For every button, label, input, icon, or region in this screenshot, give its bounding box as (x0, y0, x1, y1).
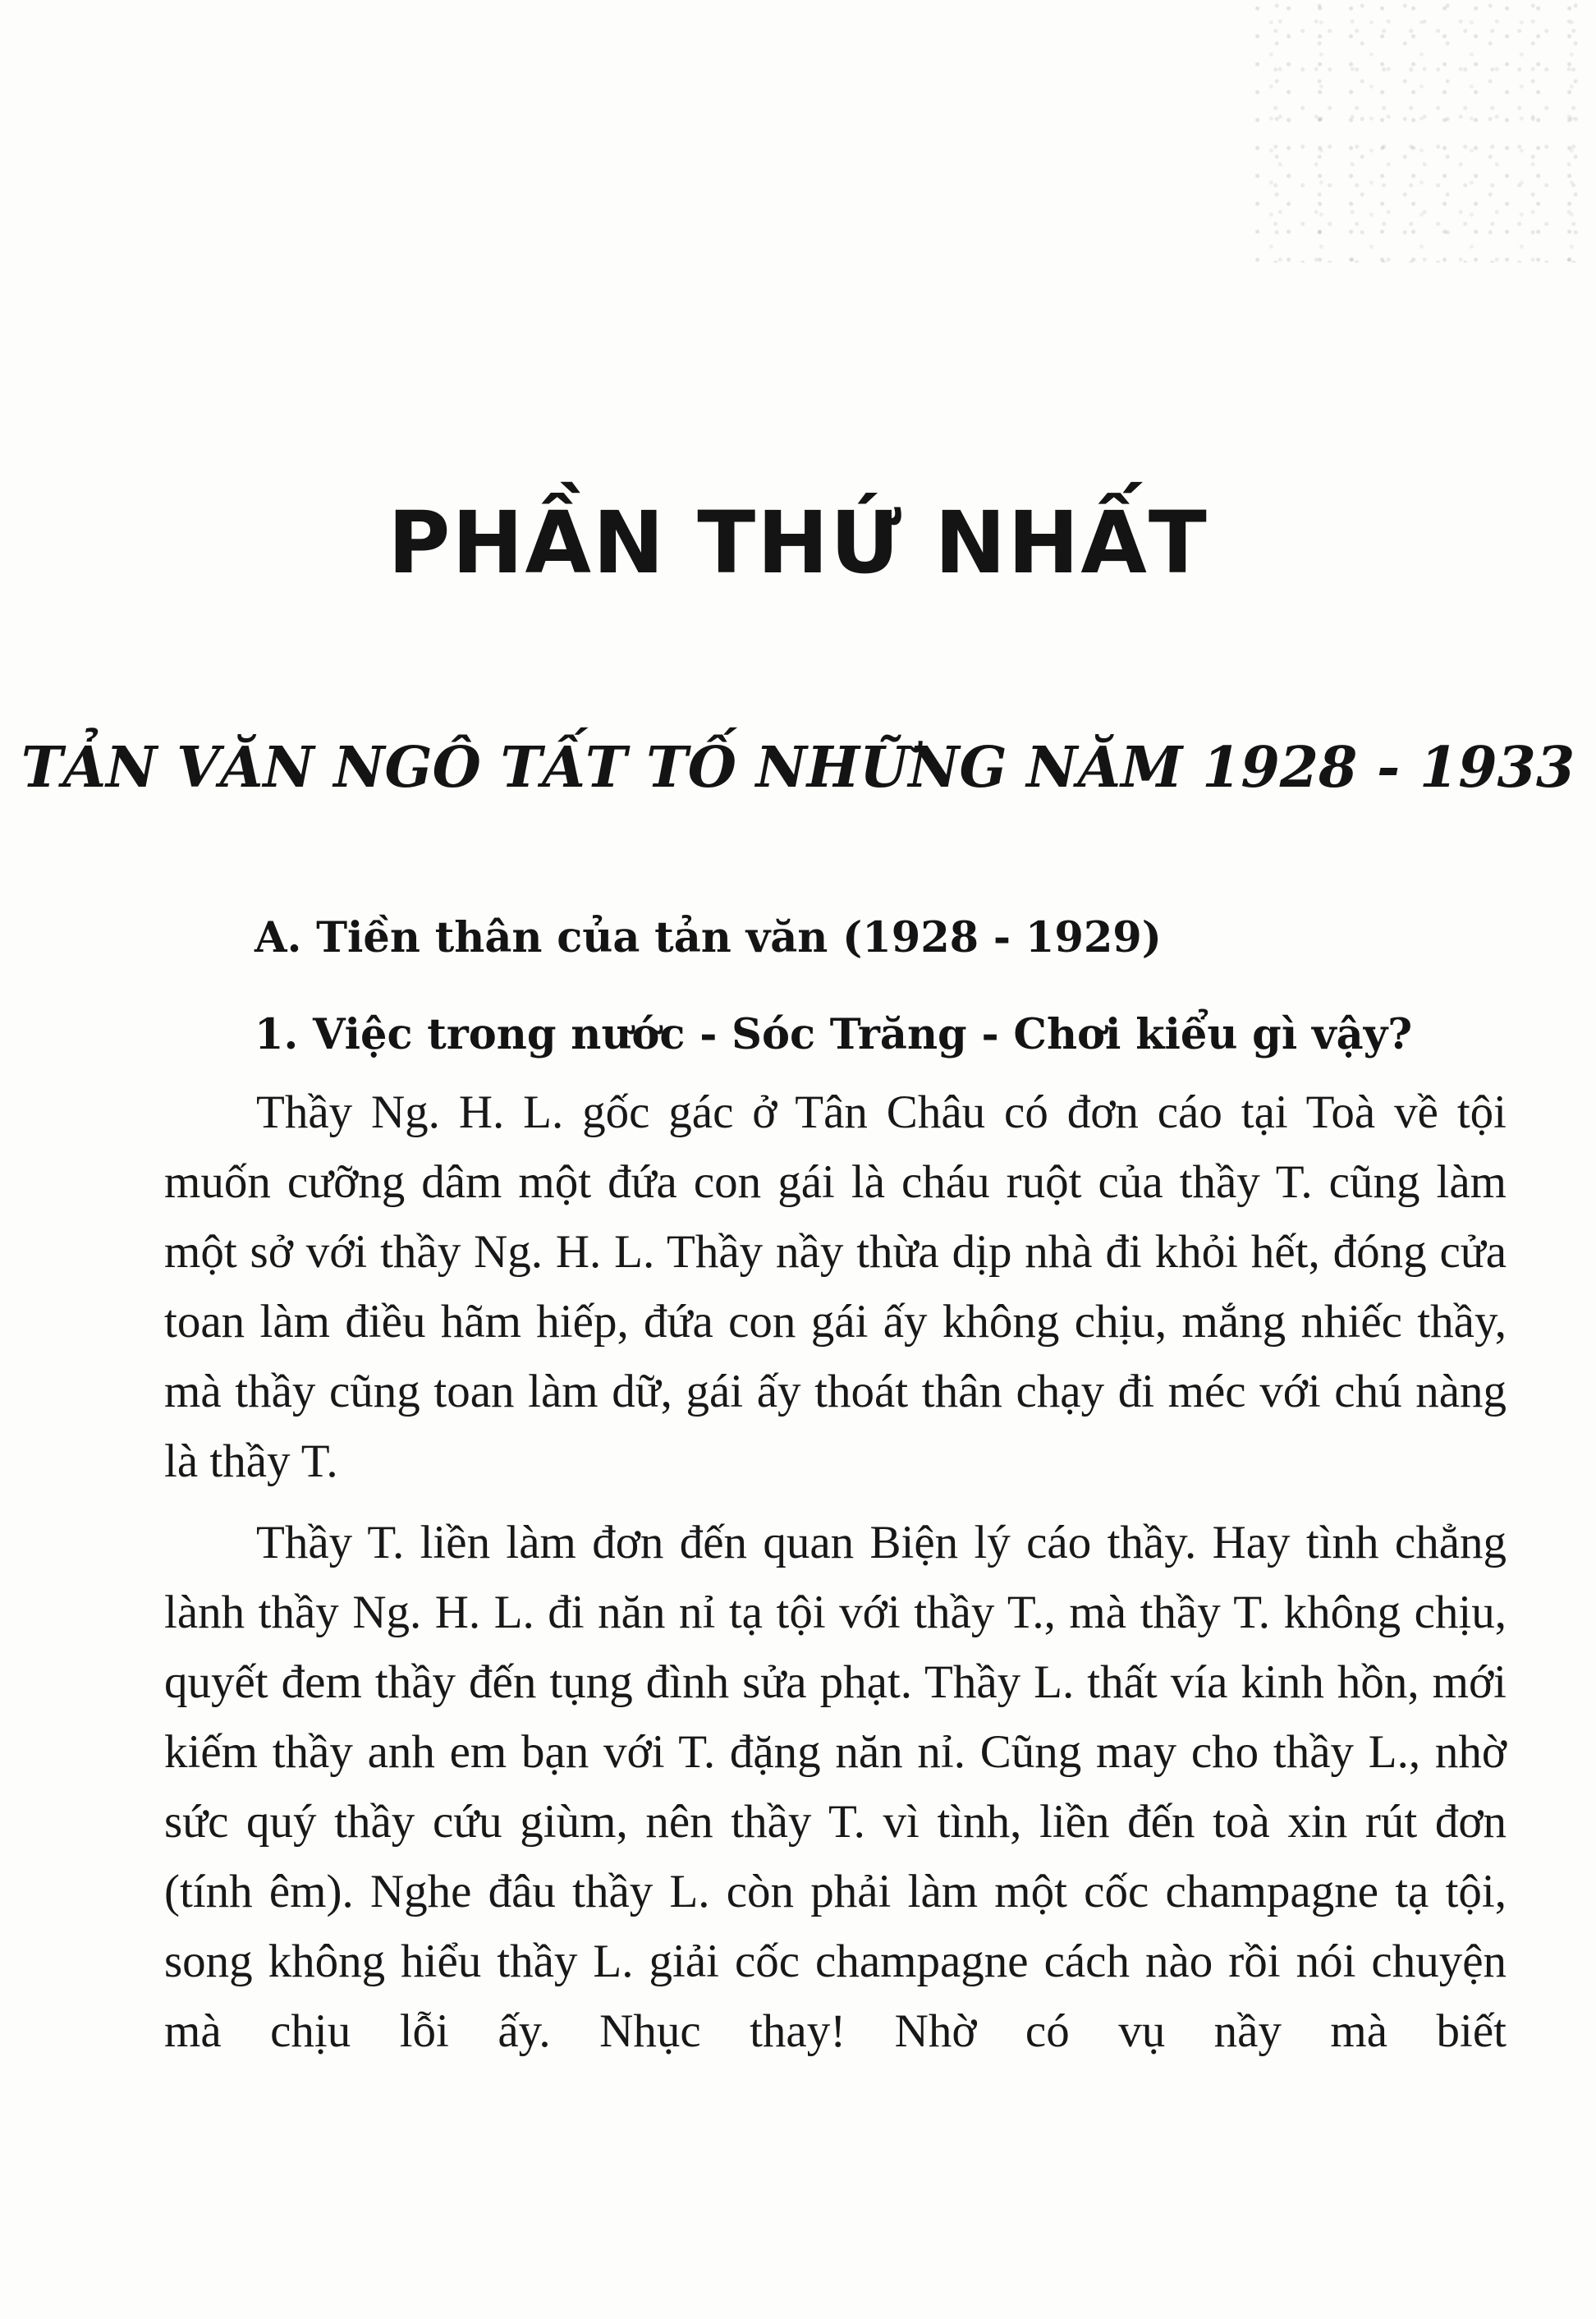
paragraph: Thầy Ng. H. L. gốc gác ở Tân Châu có đơn cáo tại Toà về tội muốn cưỡng dâm một đứa con gái là cháu ruột của thầy T. cũng làm một sở với thầy Ng. H. L. Thầy nầy thừa dịp nhà đi khỏi hết, đóng cửa toan làm điều hãm hiếp, đứa con gái ấy không chịu, mắng nhiếc thầy, mà thầy cũng toan làm dữ, gái ấy thoát thân chạy đi méc với chú nàng là thầy T. (164, 1086, 1507, 1487)
part-title: PHẦN THỨ NHẤT (388, 493, 1208, 593)
subtitle: TẢN VĂN NGÔ TẤT TỐ NHỮNG NĂM 1928 - 1933 (21, 735, 1575, 801)
article-heading: 1. Việc trong nước - Sóc Trăng - Chơi kiểu gì vậy? (255, 1010, 1413, 1059)
paragraph: Thầy T. liền làm đơn đến quan Biện lý cáo thầy. Hay tình chẳng lành thầy Ng. H. L. đi năn nỉ tạ tội với thầy T., mà thầy T. không chịu, quyết đem thầy đến tụng đình sửa phạt. Thầy L. thất vía kinh hồn, mới kiếm thầy anh em bạn với T. đặng năn nỉ. Cũng may cho thầy L., nhờ sức quý thầy cứu giùm, nên thầy T. vì tình, liền đến toà xin rút đơn (tính êm). Nghe đâu thầy L. còn phải làm một cốc champagne tạ tội, song không hiểu thầy L. giải cốc champagne cách nào rồi nói chuyện mà chịu lỗi ấy. Nhục thay! Nhờ có vụ nầy mà biết (164, 1517, 1507, 2057)
section-heading: A. Tiền thân của tản văn (1928 - 1929) (255, 913, 1162, 962)
body-text (164, 1077, 1507, 2078)
scan-speckle (1251, 0, 1596, 263)
